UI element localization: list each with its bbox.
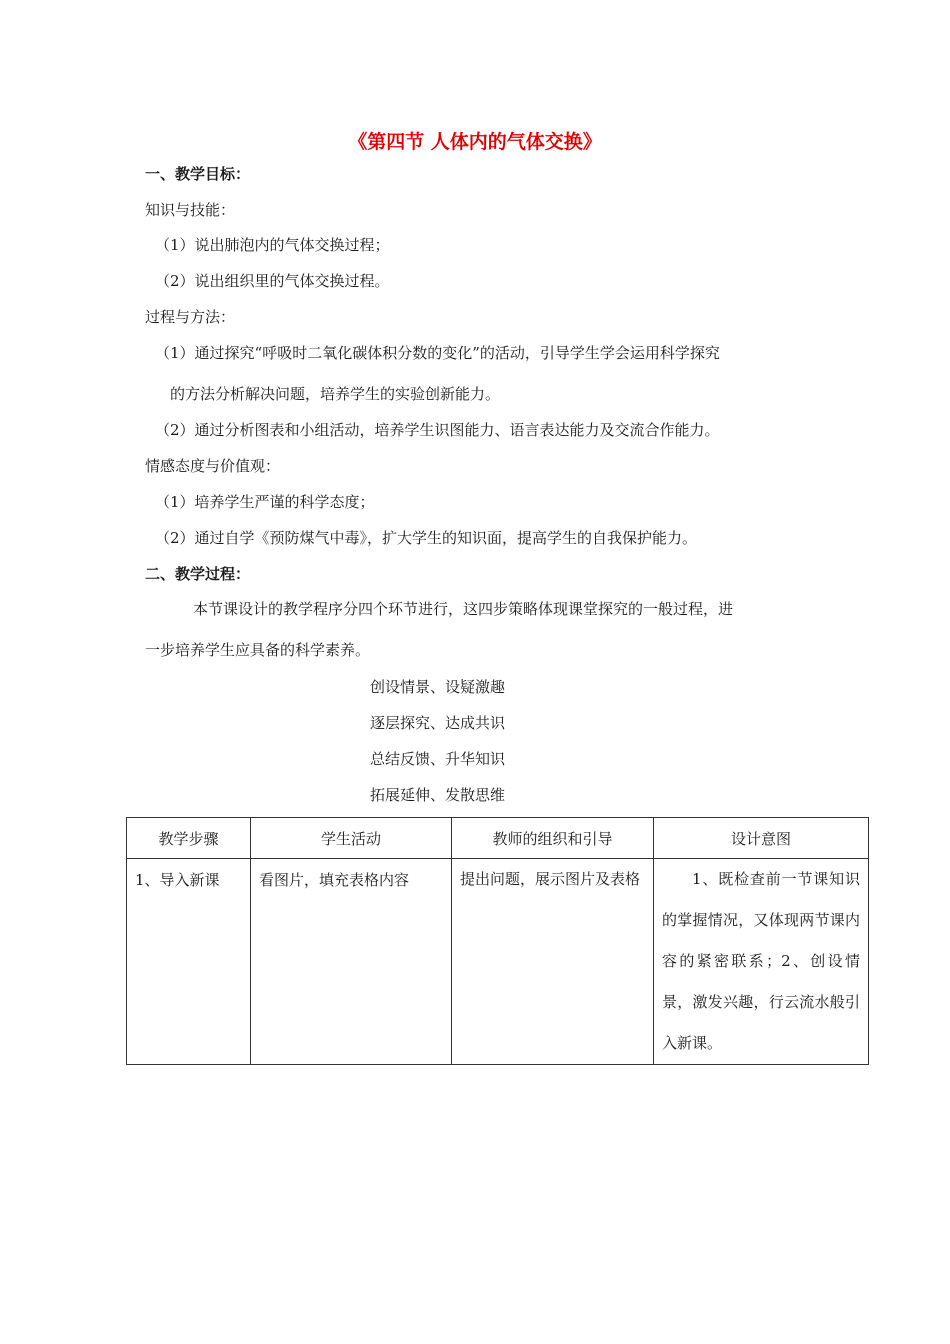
- header-design-intent: 设计意图: [654, 818, 869, 859]
- process-label: 过程与方法：: [145, 308, 236, 326]
- process-paragraph-line-2: 一步培养学生应具备的科学素养。: [145, 641, 371, 659]
- cell-step-text: 1、导入新课: [135, 871, 220, 889]
- attitude-label: 情感态度与价值观：: [145, 457, 281, 475]
- header-student-activity: 学生活动: [251, 818, 452, 859]
- table-header-row: [127, 818, 869, 859]
- section-heading-objectives: 一、教学目标：: [145, 165, 251, 183]
- table-row: [127, 859, 869, 1065]
- section-heading-process: 二、教学过程：: [145, 565, 251, 583]
- stage-3: 总结反馈、升华知识: [370, 750, 506, 768]
- cell-teacher-text: 提出问题，展示图片及表格: [460, 870, 641, 888]
- cell-student-text: 看图片，填充表格内容: [259, 871, 410, 889]
- stage-1: 创设情景、设疑激趣: [370, 678, 506, 696]
- cell-step: [127, 859, 251, 1065]
- document-title: 《第四节 人体内的气体交换》: [348, 131, 602, 153]
- cell-student: [251, 859, 452, 1065]
- stage-2: 逐层探究、达成共识: [370, 714, 506, 732]
- process-item-1-line-1: （1）通过探究“呼吸时二氧化碳体积分数的变化”的活动，引导学生学会运用科学探究: [155, 344, 720, 362]
- header-step: 教学步骤: [127, 818, 251, 859]
- process-item-2: （2）通过分析图表和小组活动，培养学生识图能力、语言表达能力及交流合作能力。: [155, 421, 720, 439]
- cell-teacher: [452, 859, 654, 1065]
- knowledge-label: 知识与技能：: [145, 201, 236, 219]
- attitude-item-1: （1）培养学生严谨的科学态度；: [155, 493, 375, 511]
- process-paragraph-line-1: 本节课设计的教学程序分四个环节进行，这四步策略体现课堂探究的一般过程，进: [193, 600, 734, 618]
- header-teacher-guidance: 教师的组织和引导: [452, 818, 654, 859]
- cell-intent-text: 1、既检查前一节课知识的掌握情况，又体现两节课内容的紧密联系；2、创设情景，激发兴趣，行云流水般引入新课。: [662, 870, 860, 1052]
- knowledge-item-2: （2）说出组织里的气体交换过程。: [155, 272, 390, 290]
- cell-intent: [654, 859, 869, 1065]
- lesson-plan-table: [126, 817, 869, 1065]
- knowledge-item-1: （1）说出肺泡内的气体交换过程；: [155, 236, 390, 254]
- attitude-item-2: （2）通过自学《预防煤气中毒》，扩大学生的知识面，提高学生的自我保护能力。: [155, 529, 698, 547]
- stage-4: 拓展延伸、发散思维: [370, 786, 506, 804]
- process-item-1-line-2: 的方法分析解决问题，培养学生的实验创新能力。: [170, 385, 501, 403]
